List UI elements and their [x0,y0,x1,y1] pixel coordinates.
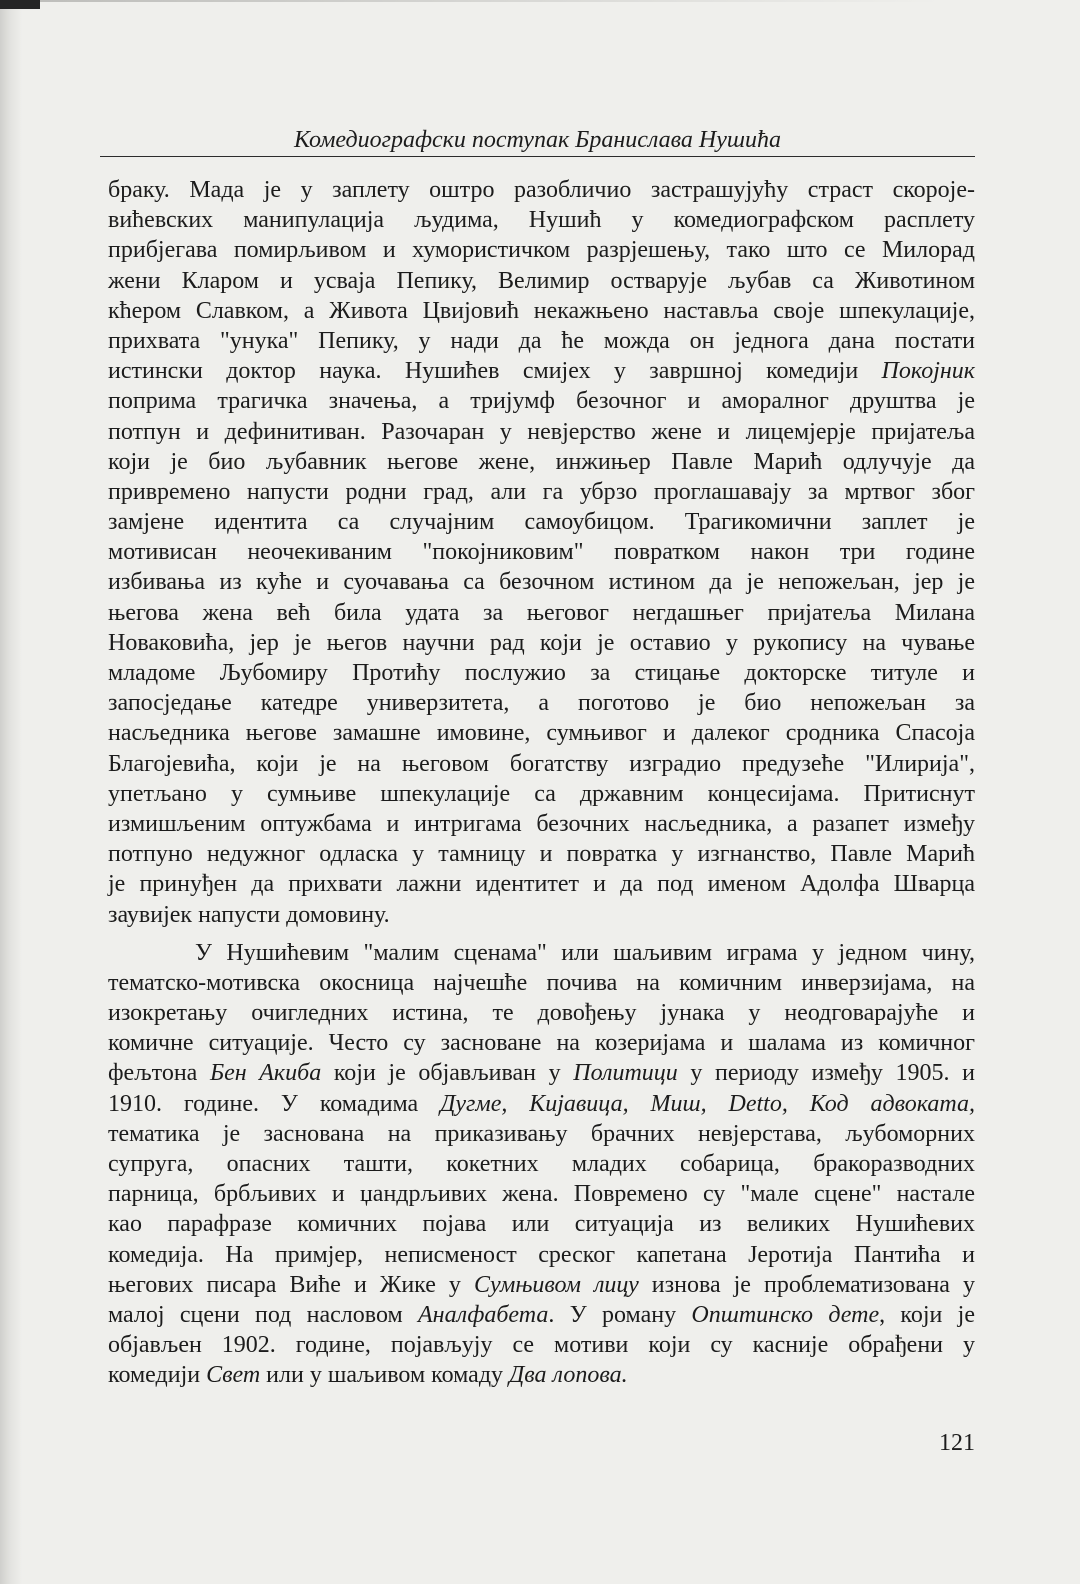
text-line [108,809,975,839]
text-line [108,235,975,265]
scan-top-edge [40,0,940,2]
italic-title: Политици [573,1060,678,1087]
text-run: комедији [108,1362,207,1389]
text-run: прихвата "унука" Пепику, у нади да ће можда он једнога дана постати [108,327,975,354]
text-line [108,1270,975,1300]
text-line [108,537,975,567]
italic-title: Бен Акиба [209,1060,322,1087]
text-line [108,688,975,718]
text-line [108,447,975,477]
text-run: парница, брбљивих и џандрљивих жена. Повремено су "мале сцене" настале [108,1181,975,1208]
text-run: мотивисан неочекиваним "покојниковим" повратком након три године [108,539,975,566]
text-line [108,869,975,899]
text-run: , који је [879,1301,975,1328]
italic-title: Сумњивом лицу [473,1271,639,1298]
text-run: запосједање катедре универзитета, а поготово је био непожељан за [108,690,975,717]
text-line [108,598,975,628]
text-run: 1910. године. У комадима [108,1090,441,1117]
text-line [108,296,975,326]
text-line [108,1240,975,1270]
text-line [108,1300,975,1330]
text-line [108,968,975,998]
text-line [108,998,975,1028]
text-run: његових писара Виће и Жике у [108,1271,474,1298]
text-run: изокретању очигледних истина, те довођењу јунака у неодговарајуће и [108,1000,975,1027]
scan-edge-shadow [0,0,22,1584]
text-line [108,1028,975,1058]
text-run: објављен 1902. године, појављују се мотиви који су касније обрађени у [108,1332,975,1359]
text-line [108,839,975,869]
text-line [108,718,975,748]
text-line [108,1149,975,1179]
text-line [108,507,975,537]
text-line [108,779,975,809]
text-line [108,567,975,597]
text-run: прибјегава помирљивом и хумористичком разрјешењу, тако што се Милорад [108,237,975,264]
text-line [108,205,975,235]
text-run: . У роману [548,1301,692,1328]
text-line [108,386,975,416]
text-run: који је објављиван у [321,1060,574,1087]
text-run: избивања из куће и суочавања са безочном истином да је непожељан, јер је [108,569,975,596]
header-rule [100,156,975,157]
italic-title: Општинско дете [691,1301,880,1328]
text-line [108,175,975,205]
text-run: У Нушићевим "малим сценама" или шаљивим играма у једном чину, [195,939,975,966]
text-run: тематика је заснована на приказивању брачних невјерстава, љубоморних [108,1120,975,1147]
text-line [108,900,975,930]
text-run: заувијек напусти домовину. [108,901,390,928]
text-run: браку. Мада је у заплету оштро разобличио застрашујућу страст скороје- [108,177,975,203]
text-line [108,1058,975,1088]
text-run: изнова је проблематизована у [638,1271,975,1298]
text-run: комедија. На примјер, неписменост среског капетана Јеротија Пантића и [108,1241,975,1268]
scan-corner-artifact [0,0,40,9]
text-line [108,417,975,447]
text-run: потпун и дефинитиван. Разочаран у невјерство жене и лицемјерје пријатеља [108,418,975,445]
text-run: вићевских манипулација људима, Нушић у комедиографском расплету [108,207,975,234]
text-run: фељтона [108,1060,210,1087]
italic-title: Дугме, Кијавица, Миш, Detto, Код адвоката, [440,1090,975,1117]
text-line [108,477,975,507]
text-line [108,1179,975,1209]
text-line [108,1089,975,1119]
page-number: 121 [939,1430,975,1456]
text-line [108,356,975,386]
text-line [108,326,975,356]
text-line [108,628,975,658]
italic-title: Покојник [881,358,975,385]
text-run: поприма трагичка значења, а тријумф безочног и аморалног друштва је [108,388,975,415]
text-run: малој сцени под насловом [108,1301,418,1328]
text-line [108,658,975,688]
text-run: његова жена већ била удата за његовог негдашњег пријатеља Милана [108,599,975,626]
italic-title: Аналфабета [418,1301,549,1328]
text-run: у периоду између 1905. и [677,1060,975,1087]
text-run: комичне ситуације. Често су засноване на козеријама и шалама из комичног [108,1030,975,1057]
text-line [108,1209,975,1239]
text-run: или у шаљивом комаду [260,1362,510,1389]
text-line [108,1360,975,1390]
text-run: жени Кларом и усваја Пепику, Велимир остварује љубав са Животином [108,267,975,294]
text-run: насљедника његове замашне имовине, сумњивог и далеког сродника Спасоја [108,720,975,747]
text-run: привремено напусти родни град, али га убрзо проглашавају за мртвог због [108,478,975,505]
paragraph [108,938,975,1391]
text-line [108,266,975,296]
text-run: Благојевића, који је на његовом богатству изградио предузеће "Илирија", [108,750,975,777]
text-run: потпуно недужног одласка у тамницу и повратка у изгнанство, Павле Марић [108,841,975,868]
text-line [108,938,975,968]
text-run: кћером Славком, а Живота Цвијовић некажњено наставља своје шпекулације, [108,297,975,324]
text-line [108,1330,975,1360]
running-header: Комедиографски поступак Бранислава Нушића [294,127,781,153]
text-run: је принуђен да прихвати лажни идентитет и да под именом Адолфа Шварца [108,871,975,898]
text-run: замјене идентита са случајним самоубицом. Трагикомични заплет је [108,509,975,536]
body-text [108,175,975,1391]
text-run: измишљеним оптужбама и интригама безочних насљедника, а разапет између [108,810,975,837]
text-run: супруга, опасних ташти, кокетних младих собарица, бракоразводних [108,1151,975,1177]
text-run: тематско-мотивска окосница најчешће почива на комичним инверзијама, на [108,969,975,996]
text-run: истински доктор наука. Нушићев смијех у завршној комедији [108,358,882,385]
text-run: упетљано у сумњиве шпекулације са државним концесијама. Притиснут [108,780,975,807]
text-run: младоме Љубомиру Протићу послужио за стицање докторске титуле и [108,660,975,686]
text-line [108,749,975,779]
paragraph [108,175,975,930]
italic-title: Свет [206,1362,261,1389]
text-run: Новаковића, јер је његов научни рад који је оставио у рукопису на чување [108,629,975,656]
italic-title: Два лопова. [509,1362,628,1389]
text-run: као парафразе комичних појава или ситуација из великих Нушићевих [108,1211,975,1238]
text-line [108,1119,975,1149]
text-run: који је био љубавник његове жене, инжињер Павле Марић одлучује да [108,448,975,475]
